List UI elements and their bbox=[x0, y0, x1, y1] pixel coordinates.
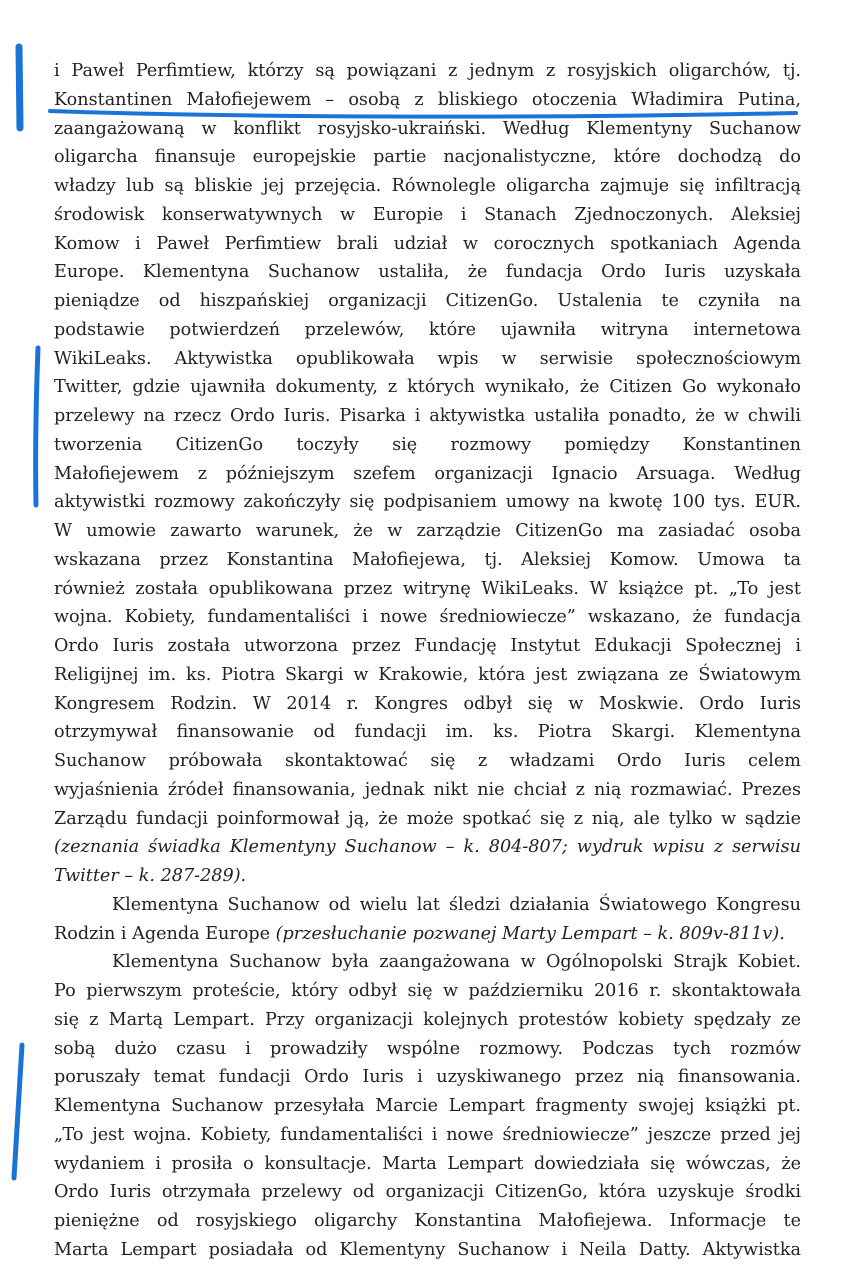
text-line: poruszały temat fundacji Ordo Iuris i uzyskiwanego przez nią finansowania. bbox=[54, 1067, 801, 1088]
text-line: władzy lub są bliskie jej przejęcia. Równolegle oligarcha zajmuje się infiltracją bbox=[54, 176, 801, 196]
paragraph-start-line: Klementyna Suchanow była zaangażowana w Ogólnopolski Strajk Kobiet. bbox=[112, 952, 801, 973]
text-line: podstawie potwierdzeń przelewów, które ujawniła witryna internetowa bbox=[54, 319, 801, 340]
text-line: i Paweł Perfimtiew, którzy są powiązani z jednym z rosyjskich oligarchów, tj. bbox=[54, 61, 801, 81]
text-line: Klementyna Suchanow przesyłała Marcie Lempart fragmenty swojej książki pt. bbox=[54, 1096, 801, 1116]
text-line bbox=[54, 920, 801, 949]
margin-marker bbox=[36, 348, 38, 505]
text-line: Suchanow próbowała skontaktować się z władzami Ordo Iuris celem bbox=[54, 751, 801, 771]
text-line: Europe. Klementyna Suchanow ustaliła, że fundacja Ordo Iuris uzyskała bbox=[54, 262, 801, 283]
citation-line: (zeznania świadka Klementyny Suchanow – k. 804-807; wydruk wpisu z serwisu bbox=[54, 837, 801, 858]
text-line: Konstantinen Małofiejewem – osobą z bliskiego otoczenia Władimira Putina, bbox=[54, 89, 801, 110]
text-line: wojna. Kobiety, fundamentaliści i nowe średniowiecze” wskazano, że fundacja bbox=[54, 607, 801, 628]
text-line: Ordo Iuris otrzymała przelewy od organizacji CitizenGo, która uzyskuje środki bbox=[54, 1182, 801, 1203]
citation-line: Twitter – k. 287-289). bbox=[54, 866, 247, 886]
text-line: wskazana przez Konstantina Małofiejewa, tj. Aleksiej Komow. Umowa ta bbox=[54, 549, 801, 570]
text-line: środowisk konserwatywnych w Europie i Stanach Zjednoczonych. Aleksiej bbox=[54, 204, 801, 225]
text-line: WikiLeaks. Aktywistka opublikowała wpis w serwisie społecznościowym bbox=[54, 348, 801, 369]
text-line: Ordo Iuris została utworzona przez Fundację Instytut Edukacji Społecznej i bbox=[54, 636, 801, 656]
text-line: Zarządu fundacji poinformował ją, że może spotkać się z nią, ale tylko w sądzie bbox=[54, 808, 801, 829]
text-line: tworzenia CitizenGo toczyły się rozmowy pomiędzy Konstantinen bbox=[54, 434, 801, 455]
text-line: sobą dużo czasu i prowadziły wspólne rozmowy. Podczas tych rozmów bbox=[54, 1038, 801, 1059]
text-line: otrzymywał finansowanie od fundacji im. ks. Piotra Skargi. Klementyna bbox=[54, 722, 801, 743]
margin-marker bbox=[19, 47, 20, 128]
text-line: Religijnej im. ks. Piotra Skargi w Krakowie, która jest związana ze Światowym bbox=[54, 664, 801, 685]
margin-marker bbox=[14, 1045, 22, 1178]
text-line: „To jest wojna. Kobiety, fundamentaliści i nowe średniowiecze” jeszcze przed jej bbox=[54, 1124, 801, 1145]
text-line: pieniądze od hiszpańskiej organizacji CitizenGo. Ustalenia te czyniła na bbox=[54, 291, 801, 311]
text-line: przelewy na rzecz Ordo Iuris. Pisarka i aktywistka ustaliła ponadto, że w chwili bbox=[54, 406, 801, 426]
text-line: Komow i Paweł Perfimtiew brali udział w corocznych spotkaniach Agenda bbox=[54, 233, 801, 254]
text-line: wydaniem i prosiła o konsultacje. Marta Lempart dowiedziała się wówczas, że bbox=[54, 1153, 801, 1174]
text-line: W umowie zawarto warunek, że w zarządzie CitizenGo ma zasiadać osoba bbox=[54, 521, 801, 541]
text-line: Twitter, gdzie ujawniła dokumenty, z których wynikało, że Citizen Go wykonało bbox=[54, 377, 801, 398]
text-line: pieniężne od rosyjskiego oligarchy Konstantina Małofiejewa. Informacje te bbox=[54, 1211, 801, 1231]
text-line: Kongresem Rodzin. W 2014 r. Kongres odbył się w Moskwie. Ordo Iuris bbox=[54, 693, 801, 714]
text-segment: Rodzin i Agenda Europe bbox=[54, 923, 276, 944]
text-line: Po pierwszym proteście, który odbył się w październiku 2016 r. skontaktowała bbox=[54, 981, 801, 1001]
text-line: się z Martą Lempart. Przy organizacji kolejnych protestów kobiety spędzały ze bbox=[54, 1009, 801, 1030]
text-line: oligarcha finansuje europejskie partie nacjonalistyczne, które dochodzą do bbox=[54, 147, 801, 168]
text-line: Marta Lempart posiadała od Klementyny Suchanow i Neila Datty. Aktywistka bbox=[54, 1239, 801, 1260]
text-line: aktywistki rozmowy zakończyły się podpisaniem umowy na kwotę 100 tys. EUR. bbox=[54, 492, 801, 513]
body-text bbox=[54, 57, 801, 1265]
text-line: zaangażowaną w konflikt rosyjsko-ukraiński. Według Klementyny Suchanow bbox=[54, 118, 801, 139]
text-line: również została opublikowana przez witrynę WikiLeaks. W książce pt. „To jest bbox=[54, 578, 801, 599]
paragraph-start-line: Klementyna Suchanow od wielu lat śledzi działania Światowego Kongresu bbox=[112, 894, 801, 915]
text-line: Małofiejewem z późniejszym szefem organizacji Ignacio Arsuaga. Według bbox=[54, 463, 801, 484]
citation-segment: (przesłuchanie pozwanej Marty Lempart – k. 809v-811v). bbox=[275, 923, 785, 944]
text-line: wyjaśnienia źródeł finansowania, jednak nikt nie chciał z nią rozmawiać. Prezes bbox=[54, 779, 801, 800]
